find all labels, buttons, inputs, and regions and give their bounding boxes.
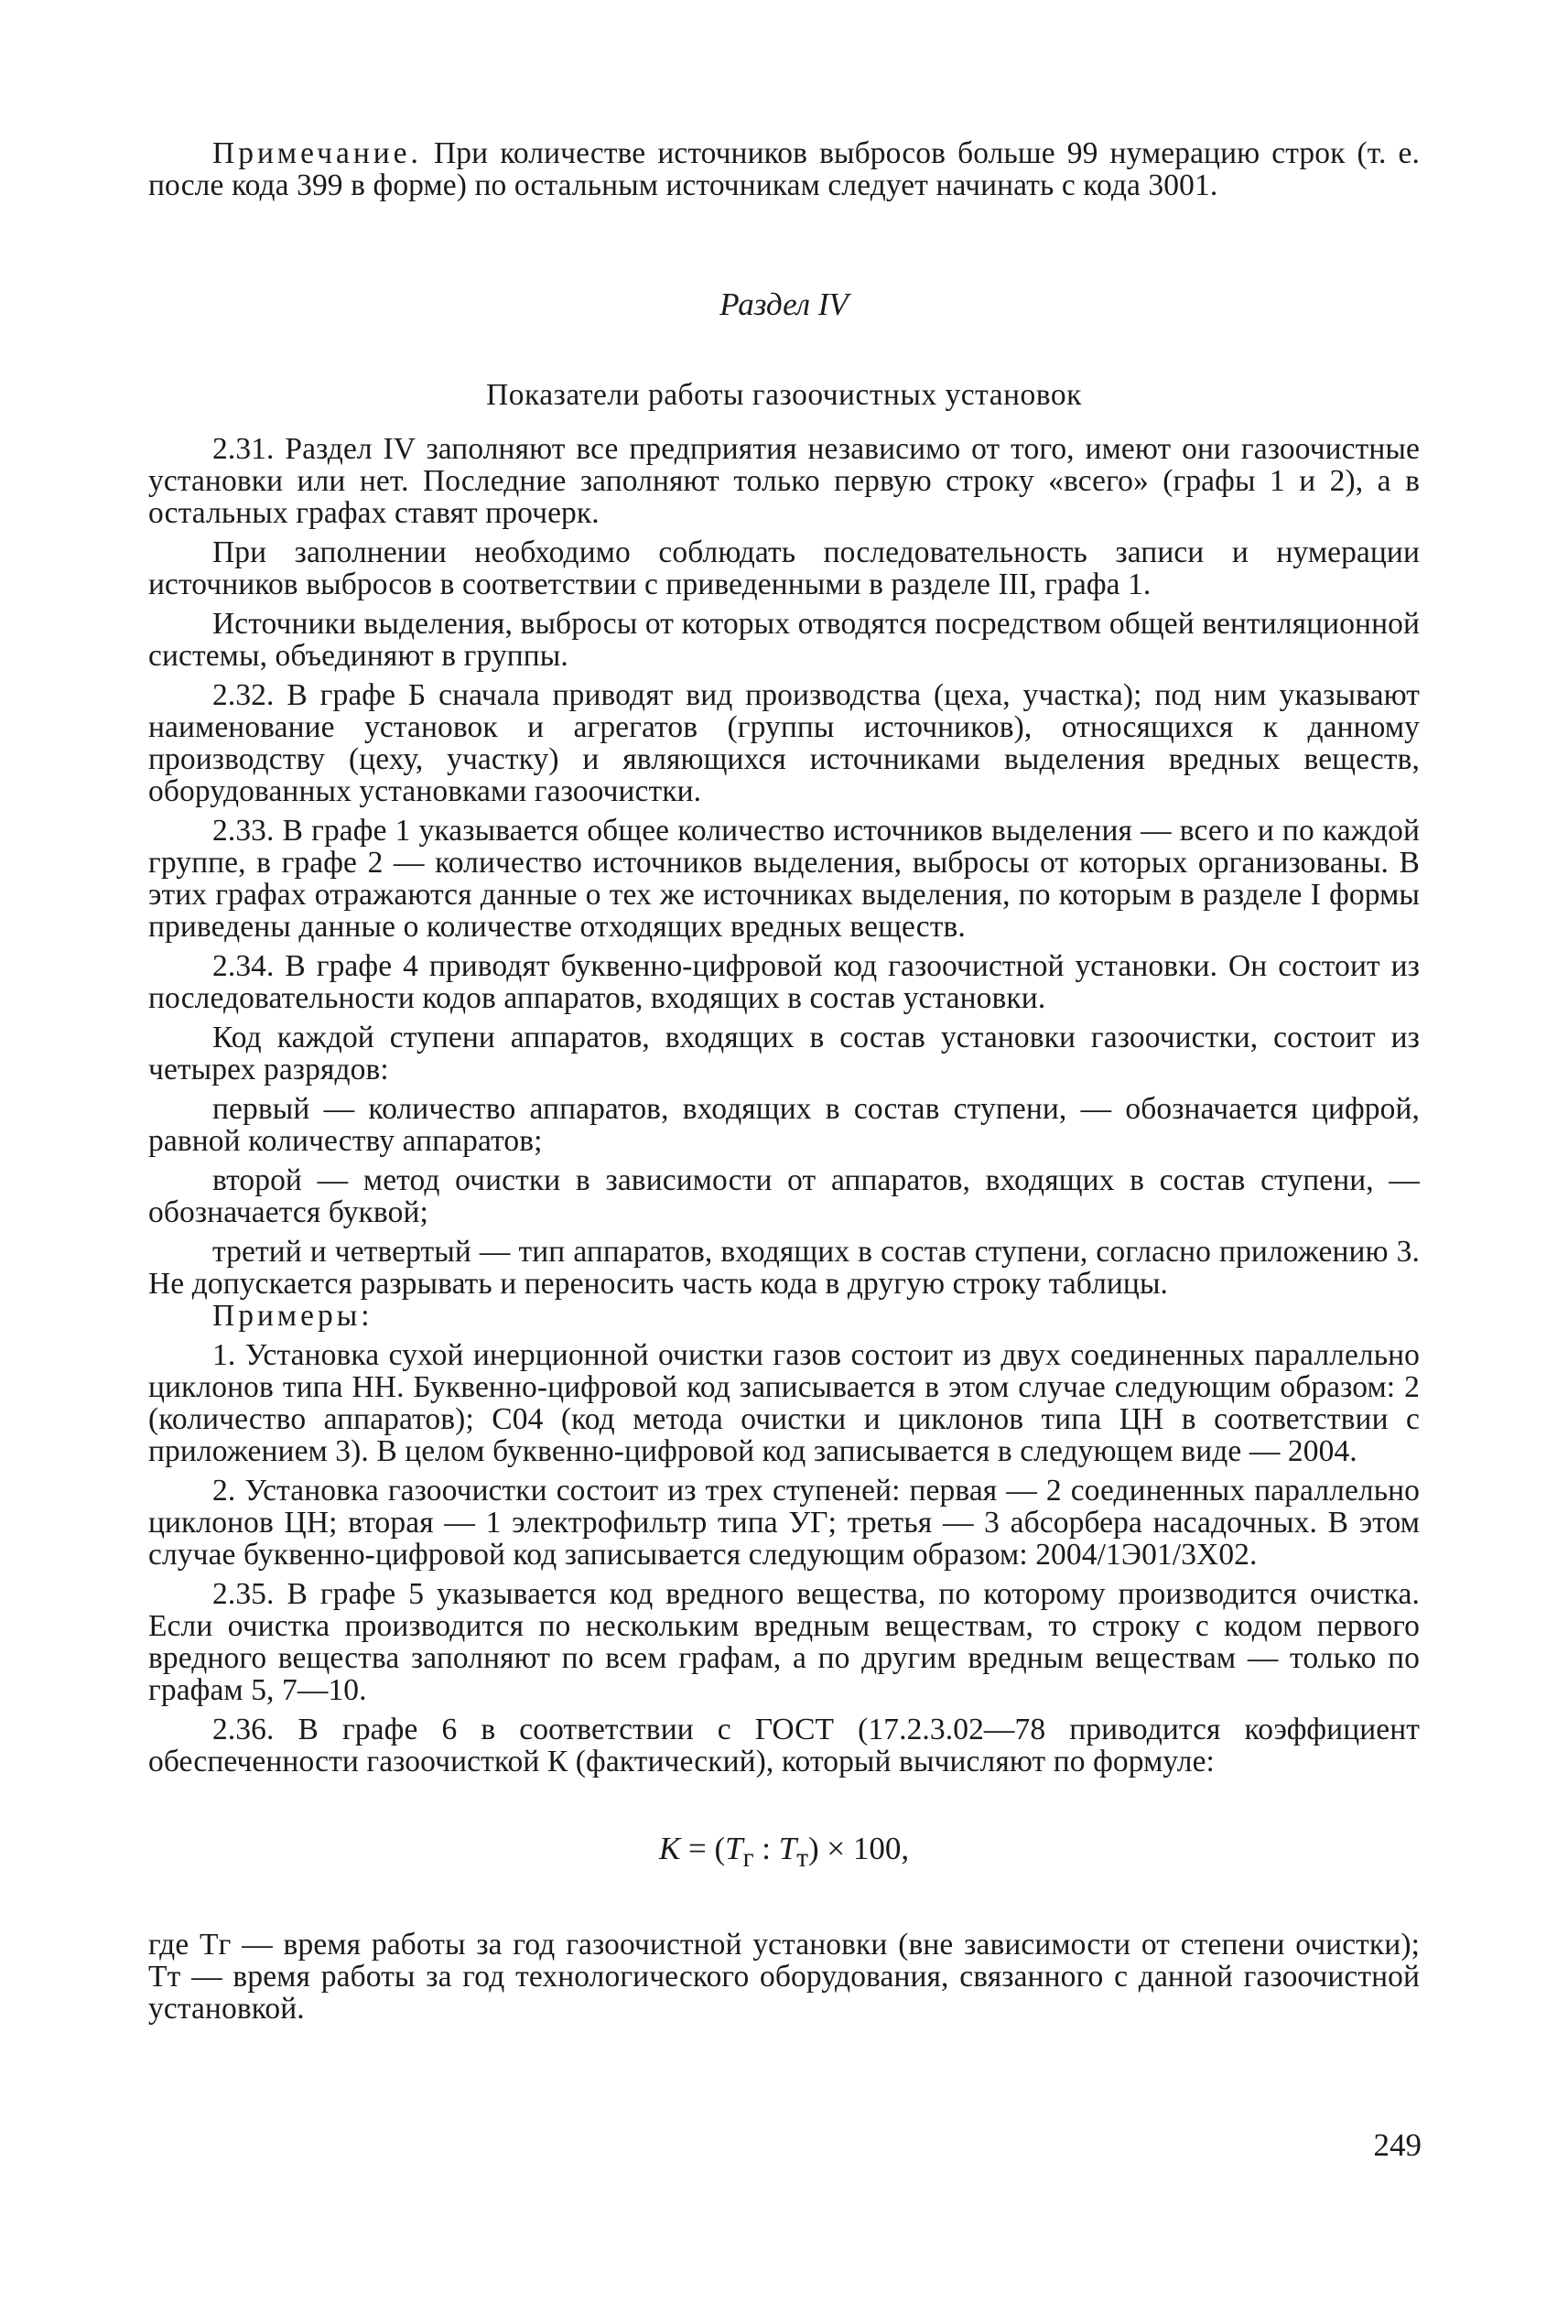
paragraph-2-32: 2.32. В графе Б сначала приводят вид производства (цеха, участка); под ним указывают наименование установок и агрегатов (группы источников), относящихся к данному производству (цеху, участку) и являющихся источниками выделения вредных веществ, оборудованных установками газоочистки. <box>148 678 1420 808</box>
paragraph-example-1: 1. Установка сухой инерционной очистки газов состоит из двух соединенных параллельно циклонов типа НН. Буквенно-цифровой код записывается в этом случае следующим образом: 2 (количество аппаратов); С04 (код метода очистки и циклонов типа ЦН в соответствии с приложением 3). В целом буквенно-цифровой код записывается в следующем виде — 2004. <box>148 1338 1420 1468</box>
formula-k: K <box>658 1831 681 1866</box>
paragraph-digit-first: первый — количество аппаратов, входящих в состав ступени, — обозначается цифрой, равной количеству аппаратов; <box>148 1092 1420 1158</box>
formula-tg-sub: г <box>742 1843 754 1873</box>
examples-label: Примеры: <box>212 1299 373 1333</box>
paragraph-digit-third-fourth: третий и четвертый — тип аппаратов, входящих в состав ступени, согласно приложению 3. Не допускается разрывать и переносить часть кода в другую строку таблицы. <box>148 1235 1420 1301</box>
note-lead: Примечание. <box>212 136 422 170</box>
formula-tt-sub: т <box>796 1843 808 1873</box>
page-number: 249 <box>1373 2127 1422 2163</box>
formula-eq: = ( <box>680 1831 726 1866</box>
paragraph-digit-second: второй — метод очистки в зависимости от аппаратов, входящих в состав ступени, — обозначается буквой; <box>148 1163 1420 1229</box>
paragraph-numbering: При заполнении необходимо соблюдать последовательность записи и нумерации источников выбросов в соответствии с приведенными в разделе III, графа 1. <box>148 535 1420 601</box>
paragraph-2-31: 2.31. Раздел IV заполняют все предприятия независимо от того, имеют они газоочистные установки или нет. Последние заполняют только первую строку «всего» (графы 1 и 2), а в остальных графах ставят прочерк. <box>148 432 1420 530</box>
section-subtitle: Показатели работы газоочистных установок <box>486 378 1082 412</box>
paragraph-2-34: 2.34. В графе 4 приводят буквенно-цифровой код газоочистной установки. Он состоит из последовательности кодов аппаратов, входящих в состав установки. <box>148 949 1420 1015</box>
paragraph-formula-legend: где Тг — время работы за год газоочистной установки (вне зависимости от степени очистки); Тт — время работы за год технологического оборудования, связанного с данной газоочистной установкой. <box>148 1928 1420 2026</box>
note-text: При количестве источников выбросов больше 99 нумерацию строк (т. е. после кода 399 в форме) по остальным источникам следует начинать с кода 3001. <box>148 136 1420 202</box>
formula-colon: : <box>753 1831 779 1866</box>
paragraph-2-33: 2.33. В графе 1 указывается общее количество источников выделения — всего и по каждой группе, в графе 2 — количество источников выделения, выбросы от которых организованы. В этих графах отражаются данные о тех же источниках выделения, по которым в разделе I формы приведены данные о количестве отходящих вредных веществ. <box>148 814 1420 944</box>
formula-tt: T <box>778 1831 797 1866</box>
paragraph-sources-groups: Источники выделения, выбросы от которых отводятся посредством общей вентиляционной системы, объединяют в группы. <box>148 607 1420 673</box>
formula <box>148 1831 1420 1874</box>
paragraph-code-structure: Код каждой ступени аппаратов, входящих в состав установки газоочистки, состоит из четырех разрядов: <box>148 1021 1420 1086</box>
formula-tail: ) × 100, <box>808 1831 910 1866</box>
section-title: Раздел IV <box>719 286 849 322</box>
formula-tg: T <box>725 1831 743 1866</box>
note-paragraph <box>148 137 1420 201</box>
paragraph-2-35: 2.35. В графе 5 указывается код вредного вещества, по которому производится очистка. Если очистка производится по нескольким вредным веществам, то строку с кодом первого вредного вещества заполняют по всем графам, а по другим вредным веществам — только по графам 5, 7—10. <box>148 1577 1420 1707</box>
paragraph-example-2: 2. Установка газоочистки состоит из трех ступеней: первая — 2 соединенных параллельно циклонов ЦН; вторая — 1 электрофильтр типа УГ; третья — 3 абсорбера насадочных. В этом случае буквенно-цифровой код записывается следующим образом: 2004/1Э01/3Х02. <box>148 1474 1420 1572</box>
paragraph-2-36: 2.36. В графе 6 в соответствии с ГОСТ (17.2.3.02—78 приводится коэффициент обеспеченности газоочисткой К (фактический), который вычисляют по формуле: <box>148 1713 1420 1778</box>
